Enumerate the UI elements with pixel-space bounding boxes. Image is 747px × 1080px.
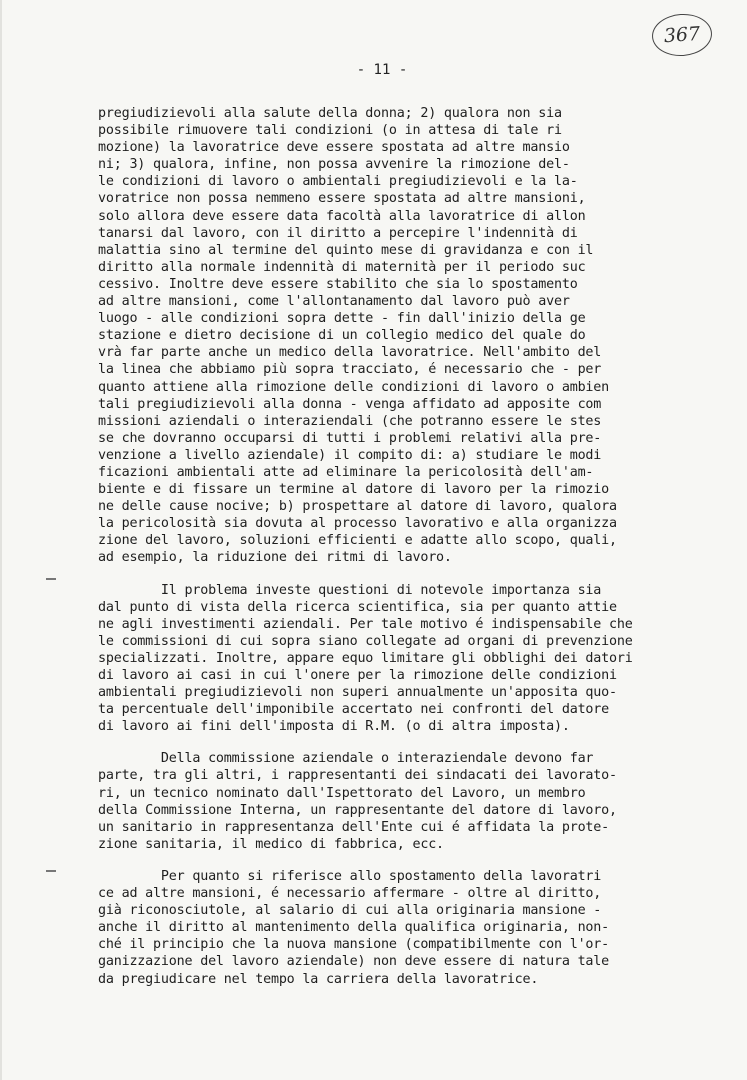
text-line: cessivo. Inoltre deve essere stabilito che sia lo spostamento <box>98 276 578 292</box>
text-line: Per quanto si riferisce allo spostamento della lavoratri <box>98 868 602 884</box>
text-line: le condizioni di lavoro o ambientali pregiudizievoli e la la- <box>98 174 578 190</box>
text-line: anche il diritto al mantenimento della qualifica originaria, non- <box>98 920 610 936</box>
text-line: malattia sino al termine del quinto mese di gravidanza e con il <box>98 242 594 258</box>
text-line: missioni aziendali o interaziendali (che potranno essere le stes <box>98 413 602 429</box>
margin-mark <box>46 870 56 872</box>
text-line: Il problema investe questioni di notevole importanza sia <box>98 582 602 598</box>
paragraph <box>98 750 688 853</box>
text-line: specializzati. Inoltre, appare equo limitare gli obblighi dei datori <box>98 650 633 666</box>
text-line: da pregiudicare nel tempo la carriera della lavoratrice. <box>98 971 539 987</box>
text-line: ché il principio che la nuova mansione (compatibilmente con l'or- <box>98 937 610 953</box>
text-line: ad esempio, la riduzione dei ritmi di lavoro. <box>98 550 452 566</box>
paragraph-gap <box>98 735 688 750</box>
text-line: ta percentuale dell'imponibile accertato nei confronti del datore <box>98 702 610 718</box>
text-line: ce ad altre mansioni, é necessario affermare - oltre al diritto, <box>98 886 602 902</box>
text-line: ne delle cause nocive; b) prospettare al datore di lavoro, qualora <box>98 499 617 515</box>
text-line: mozione) la lavoratrice deve essere spostata ad altre mansio <box>98 140 570 156</box>
paragraph <box>98 105 688 567</box>
text-line: di lavoro ai casi in cui l'onere per la rimozione delle condizioni <box>98 668 617 683</box>
text-line: la pericolosità sia dovuta al processo lavorativo e alla organizza <box>98 516 617 532</box>
text-line: le commissioni di cui sopra siano collegate ad organi di prevenzione <box>98 633 633 649</box>
text-line: tali pregiudizievoli alla donna - venga affidato ad apposite com <box>98 396 602 412</box>
page-number: - 11 - <box>356 62 408 78</box>
paragraph <box>98 868 688 988</box>
text-line: zione del lavoro, soluzioni efficienti e adatte allo scopo, quali, <box>98 533 617 549</box>
text-line: ad altre mansioni, come l'allontanamento dal lavoro può aver <box>98 294 570 310</box>
text-line: biente e di fissare un termine al datore di lavoro per la rimozio <box>98 482 610 498</box>
text-line: Della commissione aziendale o interaziendale devono far <box>98 751 594 767</box>
paragraph <box>98 582 688 736</box>
body-text <box>98 105 688 988</box>
archive-stamp: 367 <box>651 12 714 58</box>
text-line: ficazioni ambientali atte ad eliminare la pericolosità dell'am- <box>98 464 594 480</box>
text-line: stazione e dietro decisione di un collegio medico del quale do <box>98 328 586 344</box>
text-line: dal punto di vista della ricerca scientifica, sia per quanto attie <box>98 599 617 615</box>
text-line: ri, un tecnico nominato dall'Ispettorato del Lavoro, un membro <box>98 785 586 801</box>
text-line: possibile rimuovere tali condizioni (o in attesa di tale ri <box>98 123 562 139</box>
text-line: venzione a livello aziendale) il compito di: a) studiare le modi <box>98 447 602 463</box>
text-line: diritto alla normale indennità di maternità per il periodo suc <box>98 259 586 275</box>
text-line: parte, tra gli altri, i rappresentanti dei sindacati dei lavorato- <box>98 768 617 784</box>
paragraph-gap <box>98 567 688 582</box>
text-line: di lavoro ai fini dell'imposta di R.M. (o di altra imposta). <box>98 719 570 735</box>
text-line: della Commissione Interna, un rappresentante del datore di lavoro, <box>98 802 617 818</box>
text-line: vrà far parte anche un medico della lavoratrice. Nell'ambito del <box>98 345 602 361</box>
text-line: un sanitario in rappresentanza dell'Ente cui é affidata la prote- <box>98 819 610 835</box>
text-line: se che dovranno occuparsi di tutti i problemi relativi alla pre- <box>98 430 602 446</box>
text-line: luogo - alle condizioni sopra dette - fin dall'inizio della ge <box>98 311 586 327</box>
text-line: ni; 3) qualora, infine, non possa avvenire la rimozione del- <box>98 157 570 173</box>
text-line: la linea che abbiamo più sopra tracciato, é necessario che - per <box>98 362 602 378</box>
paragraph-gap <box>98 853 688 868</box>
text-line: zione sanitaria, il medico di fabbrica, ecc. <box>98 836 444 852</box>
text-line: quanto attiene alla rimozione delle condizioni di lavoro o ambien <box>98 379 610 395</box>
text-line: ne agli investimenti aziendali. Per tale motivo é indispensabile che <box>98 616 633 632</box>
text-line: voratrice non possa nemmeno essere spostata ad altre mansioni, <box>98 191 586 207</box>
text-line: solo allora deve essere data facoltà alla lavoratrice di allon <box>98 208 586 224</box>
text-line: già riconosciutole, al salario di cui alla originaria mansione - <box>98 903 602 919</box>
text-line: ambientali pregiudizievoli non superi annualmente un'apposita quo- <box>98 685 617 701</box>
text-line: tanarsi dal lavoro, con il diritto a percepire l'indennità di <box>98 225 578 241</box>
text-line: pregiudizievoli alla salute della donna; 2) qualora non sia <box>98 106 562 121</box>
text-line: ganizzazione del lavoro aziendale) non deve essere di natura tale <box>98 954 610 970</box>
margin-mark <box>46 578 56 580</box>
